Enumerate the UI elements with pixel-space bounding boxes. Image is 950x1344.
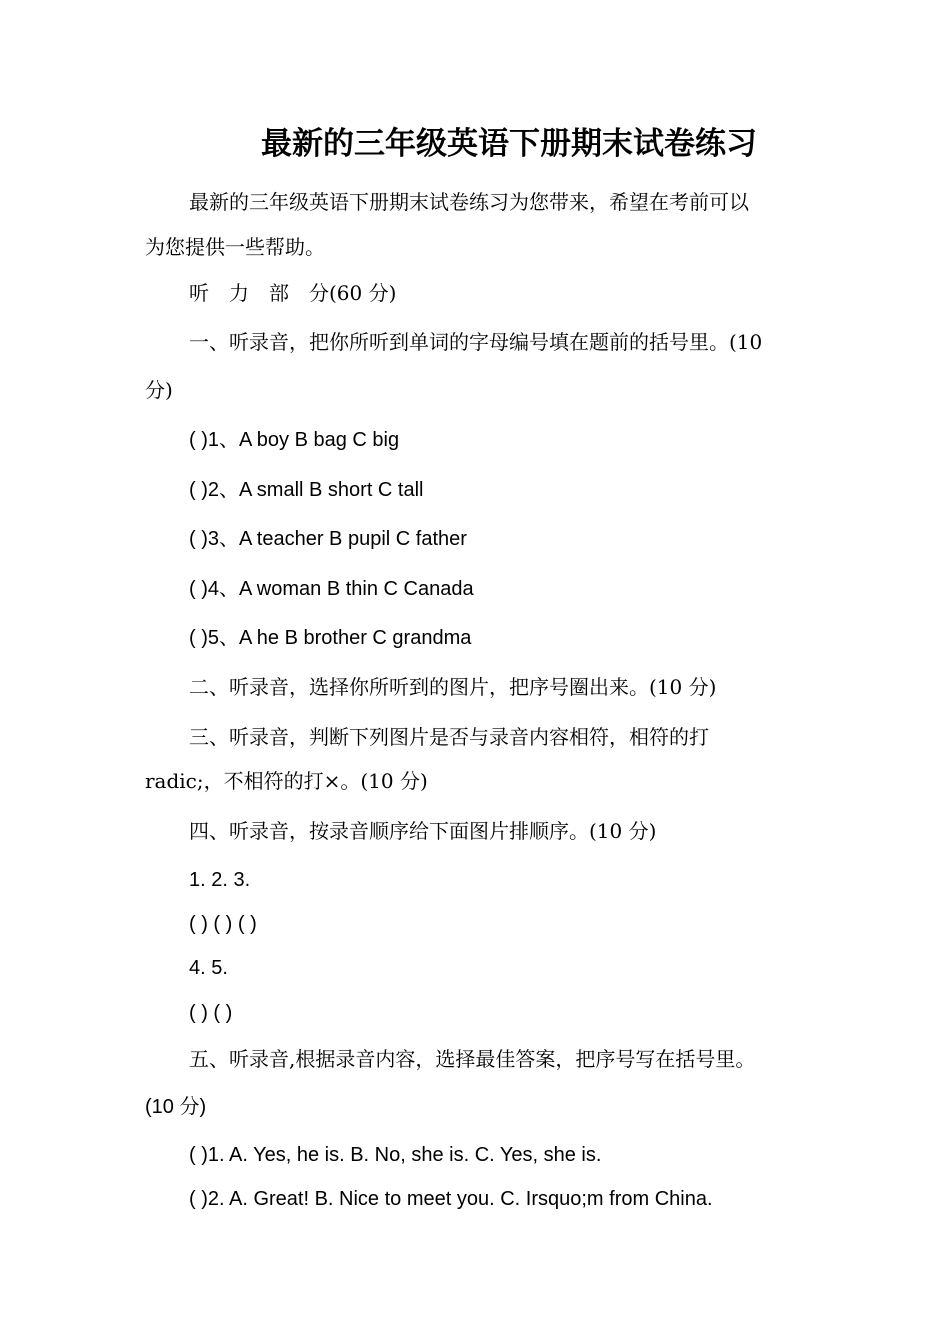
- intro-line-2: 为您提供一些帮助。: [145, 235, 325, 259]
- section3-heading-line-2: radic;，不相符的打×。(10 分): [145, 769, 428, 793]
- section5-heading-line-2: (10 分): [145, 1096, 207, 1118]
- section1-item-3: ( )3、A teacher B pupil C father: [189, 528, 467, 550]
- section2-heading: 二、听录音，选择你所听到的图片，把序号圈出来。(10 分): [189, 675, 717, 699]
- section5-item-1: ( )1. A. Yes, he is. B. No, she is. C. Yes, she is.: [189, 1144, 602, 1166]
- listening-header: 听 力 部 分(60 分): [189, 281, 397, 305]
- intro-line-1: 最新的三年级英语下册期末试卷练习为您带来，希望在考前可以: [189, 190, 749, 214]
- section4-row2-numbers: 4. 5.: [189, 957, 228, 979]
- section3-heading-line-1: 三、听录音，判断下列图片是否与录音内容相符，相符的打: [189, 725, 709, 749]
- section1-item-4: ( )4、A woman B thin C Canada: [189, 578, 474, 600]
- section4-row1-numbers: 1. 2. 3.: [189, 869, 251, 891]
- section5-heading-line-1: 五、听录音,根据录音内容，选择最佳答案，把序号写在括号里。: [189, 1047, 756, 1071]
- section1-heading-line-1: 一、听录音，把你所听到单词的字母编号填在题前的括号里。(10: [189, 330, 763, 354]
- section4-row1-brackets: ( ) ( ) ( ): [189, 913, 257, 935]
- section1-item-1: ( )1、A boy B bag C big: [189, 429, 400, 451]
- section1-heading-line-2: 分): [145, 378, 173, 402]
- page-title: 最新的三年级英语下册期末试卷练习: [261, 126, 757, 162]
- section4-heading: 四、听录音，按录音顺序给下面图片排顺序。(10 分): [189, 819, 657, 843]
- section4-row2-brackets: ( ) ( ): [189, 1002, 233, 1024]
- section5-item-2: ( )2. A. Great! B. Nice to meet you. C. Irsquo;m from China.: [189, 1188, 713, 1210]
- section1-item-5: ( )5、A he B brother C grandma: [189, 627, 472, 649]
- section1-item-2: ( )2、A small B short C tall: [189, 479, 424, 501]
